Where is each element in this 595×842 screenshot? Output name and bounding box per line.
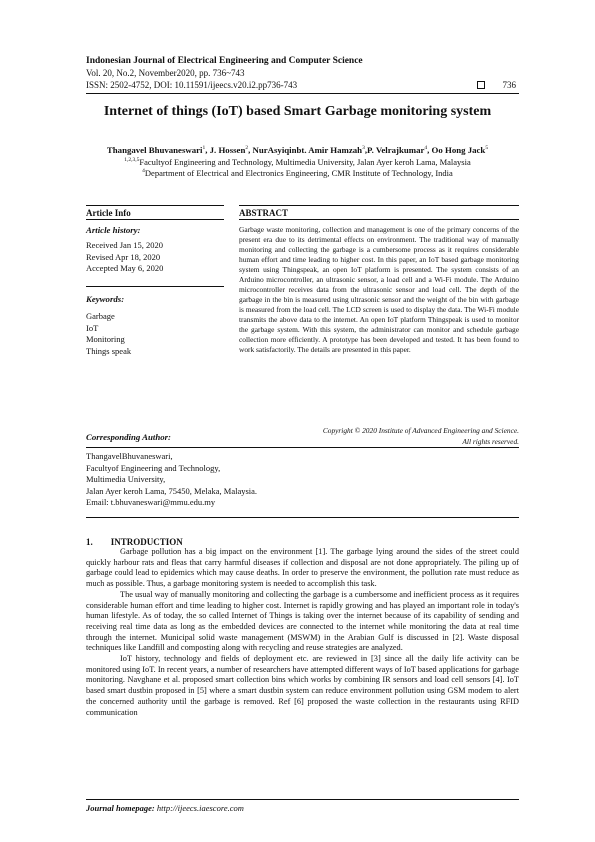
- section-title: INTRODUCTION: [110, 537, 183, 547]
- keyword-list: [86, 311, 131, 357]
- copyright-line: All rights reserved.: [462, 437, 519, 446]
- journal-homepage: Journal homepage: http://ijeecs.iaescore.com: [86, 803, 244, 813]
- author-name: J. Hossen: [209, 145, 246, 155]
- author-name: P. Velrajkumar: [367, 145, 425, 155]
- corresponding-details: [86, 451, 257, 509]
- corresponding-heading: Corresponding Author:: [86, 432, 171, 442]
- author-sup: 5: [485, 145, 489, 152]
- info-top-rule: [86, 205, 224, 206]
- affiliation-sup: 1,2,3,5: [124, 157, 140, 164]
- info-head-rule: [86, 219, 224, 220]
- affiliation-sup: 4: [142, 168, 145, 175]
- corresponding-line: Jalan Ayer keroh Lama, 75450, Melaka, Malaysia.: [86, 485, 258, 496]
- article-dates: [86, 240, 163, 275]
- received-date: Received Jan 15, 2020: [86, 240, 163, 250]
- body-paragraph: The usual way of manually monitoring and collecting the garbage is a cumbersome and inefficient process as it requires considerable human effort and time leading to higher cost. Internet is rapidly growing and has played an important role in today's human lifestyle. As of today, the so called Internet of Things is taking over the internet because of its capability of sending and receiving real time data as long as the embedded devices are connected to the internet while monitoring the data at real time through the internet. Municipal solid waste management (MSWM) in the Arabian Gulf is discussed in [2]. Waste disposal techniques like Landfill and composting along with recycling and reuse strategies are analyzed.: [86, 589, 519, 653]
- homepage-link[interactable]: http://ijeecs.iaescore.com: [156, 803, 244, 813]
- copyright-line: Copyright © 2020 Institute of Advanced Engineering and Science.: [322, 426, 519, 435]
- header-rule: [86, 93, 519, 94]
- corresponding-email: Email: t.bhuvaneswari@mmu.edu.my: [86, 497, 216, 507]
- abstract-top-rule: [239, 205, 519, 206]
- keyword: IoT: [86, 322, 99, 333]
- keyword: Things speak: [86, 345, 132, 356]
- corresponding-line: Multimedia University,: [86, 474, 166, 484]
- footer-rule: [86, 799, 519, 800]
- homepage-label: Journal homepage: [86, 803, 152, 813]
- abstract-head-rule: [239, 219, 519, 220]
- affiliation-text: Department of Electrical and Electronics Engineering, CMR Institute of Technology, India: [144, 168, 453, 178]
- issn-doi-row: [86, 80, 516, 90]
- author-list: Thangavel Bhuvaneswari$^1$, J. Hossen$^2$, NurAsyiqinbt. Amir Hamzah$^3$,P. Velrajkumar$^4$, Oo Hong Jack$^5$: [106, 145, 489, 155]
- keyword: Monitoring: [86, 334, 125, 344]
- affiliation-2: [60, 168, 535, 178]
- affiliation-1: [60, 157, 535, 167]
- affiliation-text: Facultyof Engineering and Technology, Multimedia University, Jalan Ayer keroh Lama, Malaysia: [139, 157, 471, 167]
- page-number: 736: [502, 80, 516, 90]
- accepted-date: Accepted May 6, 2020: [86, 263, 164, 273]
- section-heading: [86, 537, 201, 547]
- corresponding-bottom-rule: [86, 517, 519, 518]
- author-name: NurAsyiqinbt. Amir Hamzah: [252, 145, 363, 155]
- copyright-notice: [239, 425, 519, 447]
- introduction-body: [86, 547, 519, 718]
- corresponding-line: Facultyof Engineering and Technology,: [86, 462, 221, 473]
- author-sup: 1: [202, 145, 206, 152]
- keyword: Garbage: [86, 311, 115, 321]
- paper-title: Internet of things (IoT) based Smart Garbage monitoring system: [103, 104, 492, 119]
- abstract-text: Garbage waste monitoring, collection and management is one of the primary concerns of the present era due to its detrimental effects on environment. The traditional way of manually monitoring and collecting the garbage is a cumbersome process as it requires considerable human effort and time leading to higher cost. In this paper, an IoT based garbage monitoring system using Thingspeak, an open IoT platform is presented. The system consists of an Arduino microcontroller, an ultrasonic sensor, a load cell and a Wi-Fi module. The Arduino microcontroller receives data from the ultrasonic sensor and load cell. The depth of the garbage in the bin is measured using ultrasonic sensor and the weight of the bin with garbage is measured from the load cell. The LCD screen is used to display the data. The Wi-Fi module transmits the above data to the internet. An open IoT platform Thingspeak is used to monitor the garbage system. With this system, the administrator can monitor and schedule garbage collection more efficiently. A prototype has been developed and tested. It has been found to work satisfactorily. The details are presented in this paper.: [239, 225, 519, 354]
- section-number: 1.: [86, 537, 93, 547]
- article-history-heading: Article history:: [86, 225, 141, 235]
- square-icon: [477, 81, 485, 89]
- revised-date: Revised Apr 18, 2020: [86, 251, 161, 262]
- corresponding-line: ThangavelBhuvaneswari,: [86, 451, 173, 461]
- body-paragraph: IoT history, technology and fields of deployment etc. are reviewed in [3] since all the daily life activity can be monitored using IoT. In recent years, a number of researchers have attempted different ways of IoT based applications for garbage monitoring. Navghane et al. proposed smart collection bins which works by combining IR sensors and load cell sensors [4]. IoT based smart dustbin proposed in [5] where a smart dustbin system can reduce environment pollution using GSM modem to alert the concerned authority until the garbage is removed. Ref [6] proposed the waste collection in the restaurants using RFID communication: [86, 654, 519, 717]
- body-paragraph: Garbage pollution has a big impact on the environment [1]. The garbage lying around the sides of the street could quickly harbour rats and fleas that carry harmful diseases if collection and disposal are not done appropriately. The piling up of garbage could lead to epidemics which may cause deaths. In order to preserve the environment, the pollution rate must reduce as much as possible. Thus, a garbage monitoring system is needed to accomplish this task.: [86, 547, 519, 589]
- author-sup: 2: [245, 145, 249, 152]
- author-name: Thangavel Bhuvaneswari: [106, 145, 203, 155]
- article-info-heading: Article Info: [86, 208, 131, 218]
- author-sup: 3: [362, 145, 365, 152]
- author-name: Oo Hong Jack: [431, 145, 486, 155]
- issn-doi: ISSN: 2502-4752, DOI: 10.11591/ijeecs.v20.i2.pp736-743: [86, 80, 298, 90]
- keywords-heading: Keywords:: [86, 294, 125, 304]
- volume-line: Vol. 20, No.2, November2020, pp. 736~743: [86, 68, 245, 78]
- corresponding-top-rule: [86, 447, 519, 448]
- journal-name: Indonesian Journal of Electrical Engineering and Computer Science: [86, 56, 363, 66]
- keywords-rule: [86, 286, 224, 287]
- author-sup: 4: [424, 145, 428, 152]
- abstract-heading: ABSTRACT: [239, 208, 289, 218]
